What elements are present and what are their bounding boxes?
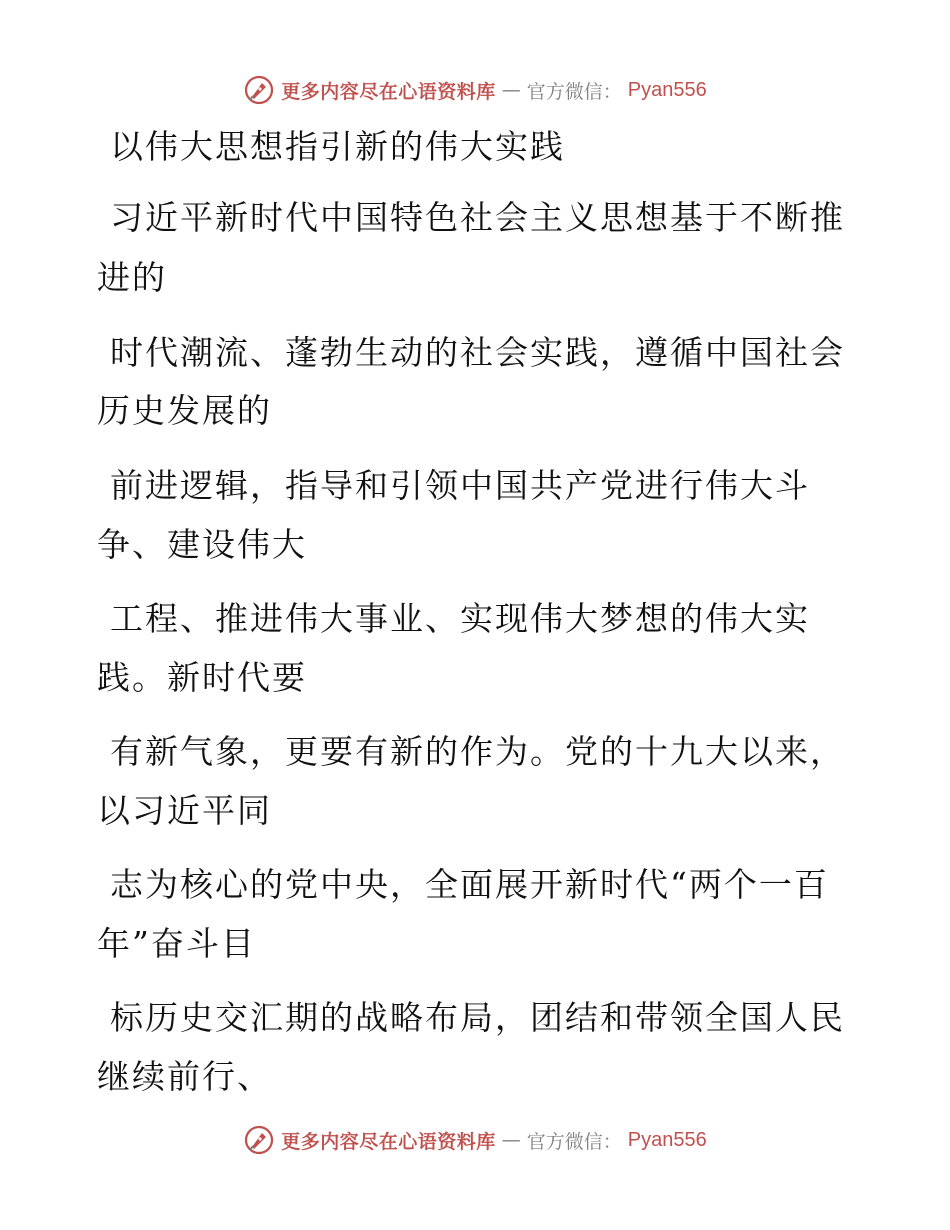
body-line-5: 前进逻辑，指导和引领中国共产党进行伟大斗 xyxy=(110,466,810,505)
body-line-13: 标历史交汇期的战略布局，团结和带领全国人民 xyxy=(110,998,845,1037)
footer-separator: — xyxy=(501,1129,521,1151)
body-line-7: 工程、推进伟大事业、实现伟大梦想的伟大实 xyxy=(110,599,810,638)
body-line-2: 进的 xyxy=(97,258,167,297)
page-footer-banner xyxy=(0,1120,950,1160)
body-line-8: 践。新时代要 xyxy=(97,658,307,697)
body-line-11: 志为核心的党中央，全面展开新时代“两个一百 xyxy=(110,865,829,904)
footer-contact-label: 官方微信： xyxy=(526,1130,622,1153)
header-separator: — xyxy=(501,79,521,101)
pen-nib-logo-icon xyxy=(243,74,275,106)
body-line-4: 历史发展的 xyxy=(97,391,272,430)
body-line-1: 习近平新时代中国特色社会主义思想基于不断推 xyxy=(110,198,845,237)
body-line-12: 年”奋斗目 xyxy=(97,924,256,963)
body-line-10: 以习近平同 xyxy=(97,791,272,830)
document-title: 以伟大思想指引新的伟大实践 xyxy=(110,127,565,166)
footer-contact-id: Pyan556 xyxy=(627,1128,707,1151)
header-brand-text: 更多内容尽在心语资料库 xyxy=(281,80,496,103)
body-line-14: 继续前行、 xyxy=(97,1057,272,1096)
body-line-3: 时代潮流、蓬勃生动的社会实践，遵循中国社会 xyxy=(110,333,845,372)
body-line-6: 争、建设伟大 xyxy=(97,525,307,564)
header-contact-label: 官方微信： xyxy=(526,80,622,103)
footer-brand-text: 更多内容尽在心语资料库 xyxy=(281,1130,496,1153)
pen-nib-logo-icon xyxy=(243,1124,275,1156)
header-contact-id: Pyan556 xyxy=(627,78,707,101)
body-line-9: 有新气象，更要有新的作为。党的十九大以来， xyxy=(110,732,845,771)
page-header-banner xyxy=(0,70,950,110)
